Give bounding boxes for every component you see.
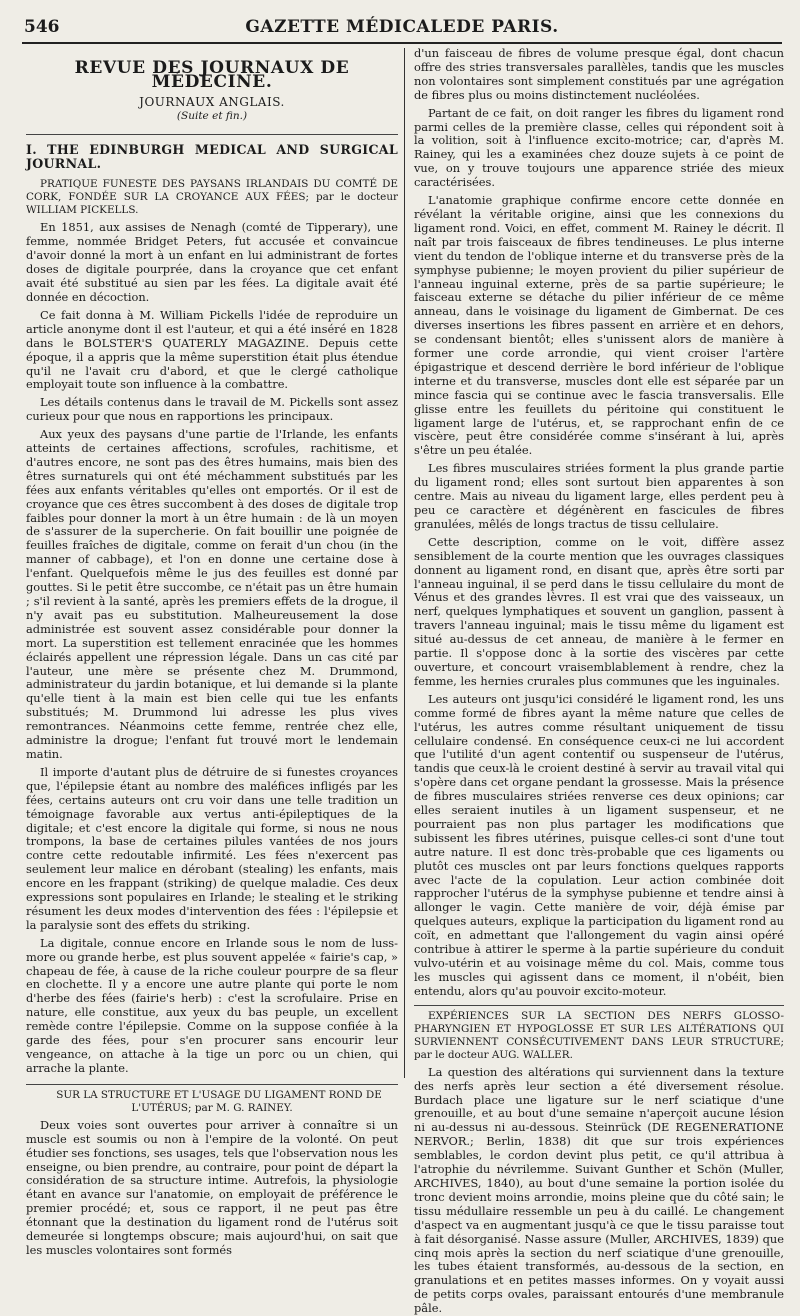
article-heading-round-ligament: SUR LA STRUCTURE ET L'USAGE DU LIGAMENT ROND DE L'UTÉRUS; par M. G. RAINEY. — [56, 1088, 382, 1114]
subsection-note: (Suite et fin.) — [176, 109, 248, 122]
paragraph: La digitale, connue encore en Irlande sous le nom de luss-more ou grande herbe, est plus souvent appelée « fairie's cap, » chapeau de fée, à cause de la riche couleur pourpre de sa fleur en clochette. Il y a encore une autre plante qui porte le nom d'herbe des fées (fairie's herb) : c'est la scrofulaire. Prise en nature, elle constitue, aux yeux du bas peuple, un excellent remède contre l'épilepsie. Comme on la suppose confiée à la garde des fées, pour s'en procurer sans encourir leur vengeance, on attache à la tige un porc ou un chien, qui arrache la plante. — [26, 935, 398, 1075]
journal-title: I. THE EDINBURGH MEDICAL AND SURGICAL JOURNAL. — [26, 134, 398, 171]
paragraph: L'anatomie graphique confirme encore cette donnée en révélant la véritable origine, ainsi que les connexions du ligament rond. Voici, en effet, comment M. Rainey le décrit. Il naît par trois faisceaux de fibres tendineuses. Le plus interne vient du tendon de l'oblique interne et du transverse près de la symphyse pubienne; le moyen provient du pilier supérieur de l'anneau inguinal externe, près de sa partie supérieure; le faisceau externe se détache du pilier inférieur de ce même anneau, dans le voisinage du ligament de Gimbernat. De ces diverses insertions les fibres passent en arrière et en dehors, se condensant bientôt; elles s'unissent alors de manière à former une corde arrondie, qui vient croiser l'artère épigastrique et descend derrière le bord inférieur de l'oblique interne et du transverse, muscles dont elle est séparée par un mince fascia qui se continue avec le fascia transversalis. Elle glisse entre les feuillets du péritoine qui constituent le ligament large de l'utérus, et, se rapprochant enfin de ce viscère, peut être considérée comme s'insérant à lui, après s'être un peu étalée. — [414, 193, 784, 458]
article-separator — [414, 1005, 784, 1006]
article-separator — [26, 1084, 398, 1085]
page-number: 546 — [24, 17, 60, 37]
column-divider — [404, 48, 405, 1078]
paragraph: Ce fait donna à M. William Pickells l'idée de reproduire un article anonyme dont il est l'auteur, et qui a été inséré en 1828 dans le BOLSTER'S QUATERLY MAGAZINE. Depuis cette époque, il a appris que la même superstition était plus étendue qu'il ne l'avait cru d'abord, et que le clergé catholique employait toute son influence à la combattre. — [26, 307, 398, 392]
paragraph: Deux voies sont ouvertes pour arriver à connaître si un muscle est soumis ou non à l'empire de la volonté. On peut étudier ses fonctions, ses usages, tels que l'observation nous les enseigne, ou bien prendre, au contraire, pour point de départ la considération de sa structure intime. Autrefois, la physiologie étant en avance sur l'anatomie, on employait de préférence le premier procédé; et, sous ce rapport, il ne peut pas être étonnant que la destination du ligament rond de l'utérus soit demeurée si longtemps obscure; mais aujourd'hui, on sait que les muscles volontaires sont formés — [26, 1117, 398, 1257]
paragraph: En 1851, aux assises de Nenagh (comté de Tipperary), une femme, nommée Bridget Peters, fut accusée et convaincue d'avoir donné la mort à un enfant en lui administrant de fortes doses de digitale pourprée, dans la croyance que cet enfant avait été substitué au sien par les fées. La digitale avait été donnée en décoction. — [26, 220, 398, 304]
left-column — [26, 50, 398, 1257]
page-header — [22, 14, 782, 44]
section-title: REVUE DES JOURNAUX DE MÉDECINE. — [74, 58, 350, 92]
paragraph: La question des altérations qui surviennent dans la texture des nerfs après leur section a été diversement résolue. Burdach place une ligature sur le nerf sciatique d'une grenouille, et au bout d'une semaine n'aperçoit aucune lésion ni au-dessus ni au-dessous. Steinrück (DE REGENERATIONE NERVOR.; Berlin, 1838) dit que sur trois expériences semblables, le cordon devint plus petit, ce qu'il attribua à l'atrophie du névrilemme. Suivant Gunther et Schön (Muller, ARCHIVES, 1840), au bout d'une semaine la portion isolée du tronc devient moins arrondie, moins pleine que du côté sain; le tissu médullaire ressemble un peu à du caillé. Le changement d'aspect va en augmentant jusqu'à ce que le tissu paraisse tout à fait désorganisé. Nasse assure (Muller, ARCHIVES, 1839) que cinq mois après la section du nerf sciatique d'une grenouille, les tubes étaient transformés, au-dessous de la section, en granulations et en petites masses informes. On y voyait aussi de petits corps ovales, paraissant entourés d'une membranule pâle. — [414, 1064, 784, 1316]
paragraph: d'un faisceau de fibres de volume presque égal, dont chacun offre des stries transversales parallèles, tandis que les muscles non volontaires sont simplement constitués par une agrégation de fibres plus ou moins distinctement nucléolées. — [414, 46, 784, 102]
article-heading-fairies: PRATIQUE FUNESTE DES PAYSANS IRLANDAIS DU COMTÉ DE CORK, FONDÉE SUR LA CROYANCE AUX FÉES; par le docteur WILLIAM PICKELLS. — [26, 178, 398, 217]
paragraph: Aux yeux des paysans d'une partie de l'Irlande, les enfants atteints de certaines affections, scrofules, rachitisme, et d'autres encore, ne sont pas des êtres humains, mais bien des êtres surnaturels qui ont été méchamment substitués par les fées aux enfants véritables qu'elles ont emportés. Or il est de croyance que ces êtres succombent à des doses de digitale trop faibles pour donner la mort à un être humain : de là un moyen de s'assurer de la supercherie. On fait bouillir une poignée de feuilles fraîches de digitale, comme on ferait d'un chou (in the manner of cabbage), et l'on en donne une certaine dose à l'enfant. Quelquefois même le jus des feuilles est donné par gouttes. Si le petit être succombe, ce n'était pas un être humain ; s'il revient à la santé, après les premiers effets de la drogue, il n'y avait pas eu substitution. Malheureusement la dose administrée est souvent assez considérable pour donner la mort. La superstition est tellement enracinée que les hommes éclairés appellent une répression légale. Dans un cas cité par l'auteur, une mère se présente chez M. Drummond, administrateur du jardin botanique, et lui demande si la plante qu'elle tient à la main est bien celle qui tue les enfants substitués; M. Drummond lui adresse les plus vives remontrances. Néanmoins cette femme, rentrée chez elle, administre la drogue; l'enfant fut trouvé mort le lendemain matin. — [26, 427, 398, 761]
paragraph: Partant de ce fait, on doit ranger les fibres du ligament rond parmi celles de la première classe, celles qui répondent soit à la volition, soit à l'influence excito-motrice; car, d'après M. Rainey, qui les a examinées chez douze sujets à ce point de vue, on y trouve toujours une apparence striée des mieux caractérisées. — [414, 105, 784, 190]
paragraph: Les fibres musculaires striées forment la plus grande partie du ligament rond; elles sont surtout bien apparentes à son centre. Mais au niveau du ligament large, elles perdent peu à peu ce caractère et dégénèrent en fascicules de fibres granulées, mêlés de longs tractus de tissu cellulaire. — [414, 461, 784, 531]
paragraph: Les détails contenus dans le travail de M. Pickells sont assez curieux pour que nous en rapportions les principaux. — [26, 395, 398, 424]
article-heading-nerves: EXPÉRIENCES SUR LA SECTION DES NERFS GLOSSO-PHARYNGIEN ET HYPOGLOSSE ET SUR LES ALTÉRATIONS QUI SURVIENNENT CONSÉCUTIVEMENT DANS LEUR STRUCTURE; par le docteur AUG. WALLER. — [414, 1009, 784, 1061]
subsection-title: JOURNAUX ANGLAIS. — [139, 94, 285, 109]
paragraph: Cette description, comme on le voit, diffère assez sensiblement de la courte mention que les ouvrages classiques donnent au ligament rond, en disant que, après être sorti par l'anneau inguinal, il se perd dans le tissu cellulaire du mont de Vénus et des grandes lèvres. Il est vrai que des vaisseaux, un nerf, quelques lymphatiques et souvent un ganglion, passent à travers l'anneau inguinal; mais le tissu même du ligament est situé au-dessus de cet anneau, de manière à le fermer en partie. Il s'oppose donc à la sortie des viscères par cette ouverture, et concourt vraisemblablement à rendre, chez la femme, les hernies crurales plus communes que les inguinales. — [414, 534, 784, 688]
paragraph: Il importe d'autant plus de détruire de si funestes croyances que, l'épilepsie étant au nombre des maléfices infligés par les fées, certains auteurs ont cru voir dans une telle tradition un témoignage favorable aux vertus anti-épileptiques de la digitale; et c'est encore la digitale qui forme, si nous ne nous trompons, la base de certaines pilules vantées de nos jours contre cette redoutable infirmité. Les fées n'exercent pas seulement leur malice en dérobant (stealing) les enfants, mais encore en les frappant (striking) de quelque maladie. Ces deux expressions sont populaires en Irlande; le stealing et le striking résument les deux modes d'intervention des fées : l'épilepsie et la paralysie sont des effets du striking. — [26, 764, 398, 932]
right-column — [414, 46, 784, 1316]
running-title: GAZETTE MÉDICALEDE PARIS. — [245, 17, 559, 37]
paragraph: Les auteurs ont jusqu'ici considéré le ligament rond, les uns comme formé de fibres ayant la même nature que celles de l'utérus, les autres comme résultant uniquement de tissu cellulaire condensé. En conséquence ceux-ci ne lui accordent que l'utilité d'un agent contentif ou suspenseur de l'utérus, tandis que ceux-là le croient destiné à servir au travail vital qui s'opère dans cet organe pendant la grossesse. Mais la présence de fibres musculaires striées renverse ces deux opinions; car elles seraient inutiles à un ligament suspenseur, et ne pourraient pas non plus partager les modifications que subissent les fibres utérines, puisque celles-ci sont d'une tout autre nature. Il est donc très-probable que ces ligaments ou plutôt ces muscles ont par leurs fonctions quelques rapports avec l'acte de la copulation. Leur action combinée doit rapprocher l'utérus de la symphyse pubienne et tendre ainsi à allonger le vagin. Cette manière de voir, déjà émise par quelques auteurs, explique la participation du ligament rond au coït, en admettant que l'allongement du vagin ainsi opéré contribue à attirer le sperme à la partie supérieure du conduit vulvo-utérin et au voisinage même du col. Mais, comme tous les muscles qui agissent dans ce moment, il n'obéit, bien entendu, alors qu'au pouvoir excito-moteur. — [414, 691, 784, 998]
